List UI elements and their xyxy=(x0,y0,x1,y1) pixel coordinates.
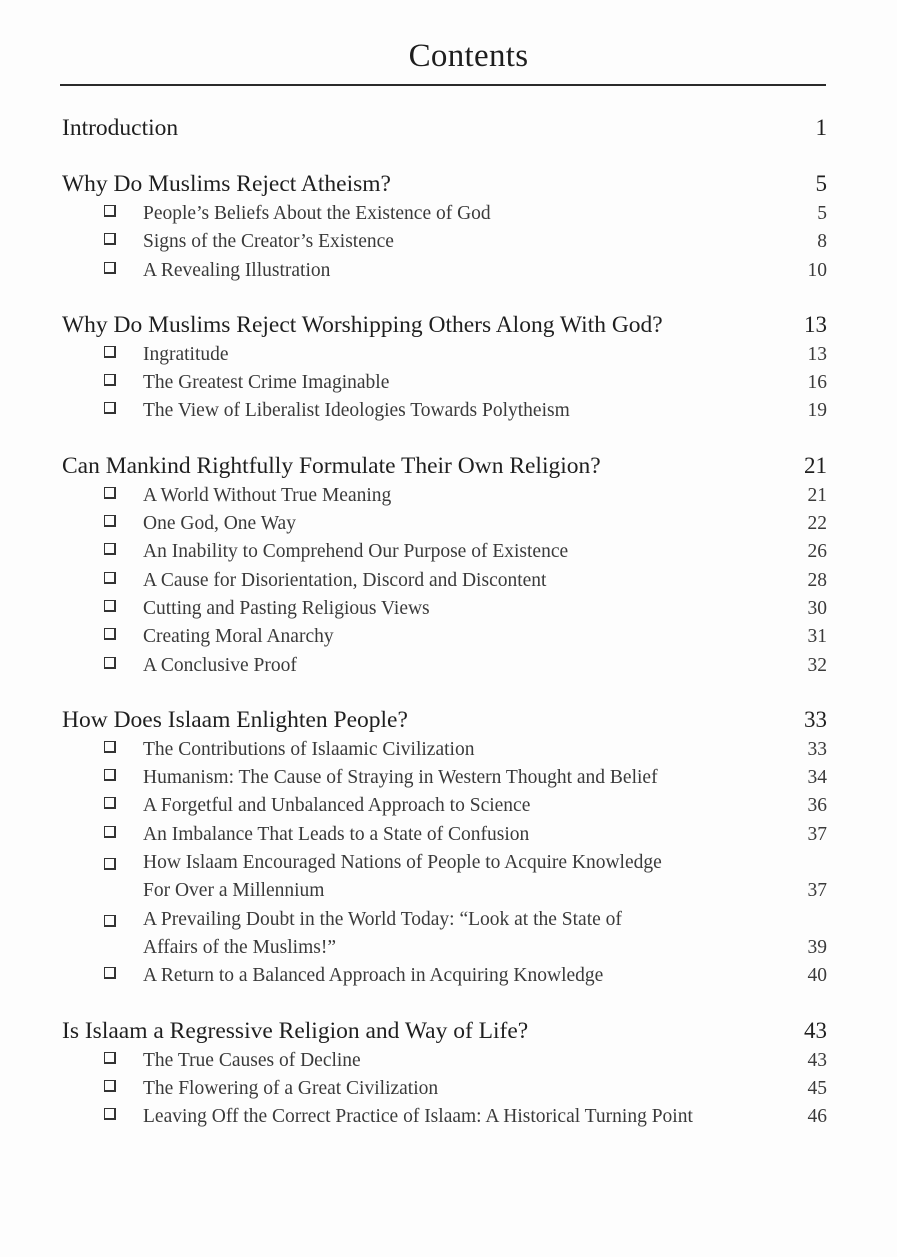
subsection-label xyxy=(62,482,391,510)
subsection-label xyxy=(62,510,296,538)
toc-subsection-entry[interactable] xyxy=(62,906,827,963)
subsection-title: The View of Liberalist Ideologies Towards Polytheism xyxy=(143,400,570,422)
subsection-title: The Greatest Crime Imaginable xyxy=(143,372,390,394)
page-number: 31 xyxy=(807,626,827,648)
subsection-label xyxy=(62,595,430,623)
subsection-label xyxy=(62,906,622,963)
subsection-label xyxy=(62,397,570,425)
page-number: 32 xyxy=(807,654,827,676)
checkbox-bullet-icon xyxy=(104,233,116,245)
table-of-contents xyxy=(62,112,827,1155)
subsection-title: An Imbalance That Leads to a State of Confusion xyxy=(143,823,530,845)
page-number: 5 xyxy=(815,171,827,196)
chapter-title: Why Do Muslims Reject Worshipping Others Along With God? xyxy=(62,311,663,338)
checkbox-bullet-icon xyxy=(104,741,116,753)
subsection-text xyxy=(143,228,394,256)
checkbox-bullet-icon xyxy=(104,1080,116,1092)
toc-subsection-entry[interactable] xyxy=(62,962,827,990)
subsection-text xyxy=(143,200,491,228)
page-number: 43 xyxy=(807,1049,827,1071)
checkbox-bullet-icon xyxy=(104,600,116,612)
page-number: 28 xyxy=(807,569,827,591)
checkbox-bullet-icon xyxy=(104,1108,116,1120)
toc-subsection-entry[interactable] xyxy=(62,369,827,397)
subsection-label xyxy=(62,567,546,595)
subsection-text xyxy=(143,849,662,906)
checkbox-bullet-icon xyxy=(104,515,116,527)
subsection-text xyxy=(143,397,570,425)
subsection-label xyxy=(62,228,394,256)
subsection-label xyxy=(62,821,529,849)
chapter-title: How Does Islaam Enlighten People? xyxy=(62,706,408,733)
page-number: 13 xyxy=(804,311,827,337)
subsection-label xyxy=(62,1047,361,1075)
toc-subsection-entry[interactable] xyxy=(62,652,827,680)
toc-subsection-entry[interactable] xyxy=(62,482,827,510)
toc-subsection-entry[interactable] xyxy=(62,567,827,595)
subsection-title-continued: For Over a Millennium xyxy=(143,880,325,902)
subsection-label xyxy=(62,538,568,566)
checkbox-bullet-icon xyxy=(104,543,116,555)
subsection-title: A Forgetful and Unbalanced Approach to Science xyxy=(143,795,531,817)
toc-section xyxy=(62,168,827,285)
subsection-label xyxy=(62,1075,438,1103)
checkbox-bullet-icon xyxy=(104,487,116,499)
subsection-label xyxy=(62,652,297,680)
toc-entry-introduction[interactable] xyxy=(62,112,827,144)
toc-section xyxy=(62,309,827,426)
page-number: 19 xyxy=(807,400,827,422)
subsection-text xyxy=(143,1075,438,1103)
subsection-label xyxy=(62,1103,693,1131)
subsection-text xyxy=(143,736,474,764)
subsection-text xyxy=(143,906,622,963)
page-number: 10 xyxy=(807,259,827,281)
page-number: 36 xyxy=(807,795,827,817)
toc-subsection-entry[interactable] xyxy=(62,538,827,566)
subsection-label xyxy=(62,736,474,764)
page-number: 33 xyxy=(807,738,827,760)
subsection-title: Creating Moral Anarchy xyxy=(143,626,334,648)
page-number: 1 xyxy=(815,115,827,140)
checkbox-bullet-icon xyxy=(104,915,116,927)
subsection-text xyxy=(143,764,658,792)
toc-chapter-entry[interactable] xyxy=(62,704,827,736)
subsection-label xyxy=(62,341,229,369)
subsection-text xyxy=(143,652,297,680)
page-number: 46 xyxy=(807,1106,827,1128)
page-number: 40 xyxy=(807,965,827,987)
subsection-title: Leaving Off the Correct Practice of Islaam: A Historical Turning Point xyxy=(143,1106,693,1128)
subsection-label xyxy=(62,369,389,397)
toc-subsection-entry[interactable] xyxy=(62,397,827,425)
subsection-title: An Inability to Comprehend Our Purpose of Existence xyxy=(143,541,569,563)
checkbox-bullet-icon xyxy=(104,262,116,274)
toc-subsection-entry[interactable] xyxy=(62,1103,827,1131)
page-number: 13 xyxy=(807,343,827,365)
subsection-title: A World Without True Meaning xyxy=(143,484,392,506)
checkbox-bullet-icon xyxy=(104,205,116,217)
page-number: 21 xyxy=(804,452,827,478)
page-number: 5 xyxy=(817,203,827,224)
page-number: 37 xyxy=(807,823,827,845)
page-number: 45 xyxy=(807,1077,827,1099)
subsection-text xyxy=(143,595,430,623)
chapter-title: Why Do Muslims Reject Atheism? xyxy=(62,171,391,197)
subsection-title: The True Causes of Decline xyxy=(143,1049,361,1071)
checkbox-bullet-icon xyxy=(104,826,116,838)
checkbox-bullet-icon xyxy=(104,346,116,358)
page-number: 43 xyxy=(804,1017,827,1043)
toc-subsection-entry[interactable] xyxy=(62,257,827,285)
title-rule xyxy=(60,84,826,86)
subsection-label xyxy=(62,200,491,228)
subsection-text xyxy=(143,1103,693,1131)
checkbox-bullet-icon xyxy=(104,572,116,584)
toc-subsection-entry[interactable] xyxy=(62,200,827,228)
page-title: Contents xyxy=(408,38,529,74)
toc-section xyxy=(62,1015,827,1132)
page-number: 8 xyxy=(817,231,827,253)
toc-subsection-entry[interactable] xyxy=(62,849,827,906)
checkbox-bullet-icon xyxy=(104,628,116,640)
subsection-title: A Prevailing Doubt in the World Today: “Look at the State of xyxy=(143,908,622,930)
subsection-text xyxy=(143,341,229,369)
subsection-text xyxy=(143,257,330,285)
toc-chapter-entry[interactable] xyxy=(62,1015,827,1047)
toc-subsection-entry[interactable] xyxy=(62,1075,827,1103)
subsection-text xyxy=(143,821,529,849)
toc-section xyxy=(62,704,827,991)
checkbox-bullet-icon xyxy=(104,797,116,809)
subsection-label xyxy=(62,257,330,285)
subsection-label xyxy=(62,623,334,651)
chapter-title: Is Islaam a Regressive Religion and Way of Life? xyxy=(62,1017,529,1044)
subsection-title: Signs of the Creator’s Existence xyxy=(143,231,394,253)
page-number: 30 xyxy=(807,597,827,619)
subsection-title: One God, One Way xyxy=(143,513,296,535)
subsection-title: How Islaam Encouraged Nations of People to Acquire Knowledge xyxy=(143,852,662,874)
page-number: 26 xyxy=(807,541,827,563)
subsection-label xyxy=(62,764,658,792)
subsection-text xyxy=(143,567,546,595)
subsection-text xyxy=(143,1047,361,1075)
checkbox-bullet-icon xyxy=(104,1052,116,1064)
subsection-title: The Contributions of Islaamic Civilization xyxy=(143,738,475,760)
chapter-title: Can Mankind Rightfully Formulate Their Own Religion? xyxy=(62,452,601,479)
page-number: 37 xyxy=(807,880,827,902)
subsection-title: The Flowering of a Great Civilization xyxy=(143,1077,439,1099)
subsection-title: Cutting and Pasting Religious Views xyxy=(143,597,430,619)
subsection-title: People’s Beliefs About the Existence of God xyxy=(143,203,491,224)
toc-section xyxy=(62,450,827,680)
toc-subsection-entry[interactable] xyxy=(62,228,827,256)
subsection-title: Ingratitude xyxy=(143,343,229,365)
subsection-title: A Conclusive Proof xyxy=(143,654,297,676)
checkbox-bullet-icon xyxy=(104,967,116,979)
page-number: 21 xyxy=(807,484,827,506)
subsection-text xyxy=(143,538,568,566)
toc-subsection-entry[interactable] xyxy=(62,736,827,764)
toc-chapter-entry[interactable] xyxy=(62,168,827,200)
page-number: 39 xyxy=(807,936,827,958)
subsection-label xyxy=(62,849,662,906)
checkbox-bullet-icon xyxy=(104,657,116,669)
page-number: 16 xyxy=(807,372,827,394)
toc-subsection-entry[interactable] xyxy=(62,1047,827,1075)
toc-subsection-entry[interactable] xyxy=(62,792,827,820)
subsection-title: Humanism: The Cause of Straying in Western Thought and Belief xyxy=(143,767,658,789)
subsection-text xyxy=(143,792,530,820)
page-number: 33 xyxy=(804,706,827,732)
page-number: 22 xyxy=(807,513,827,535)
subsection-title: A Return to a Balanced Approach in Acquiring Knowledge xyxy=(143,965,604,987)
subsection-text xyxy=(143,369,389,397)
subsection-label xyxy=(62,792,530,820)
page-number: 34 xyxy=(807,767,827,789)
checkbox-bullet-icon xyxy=(104,402,116,414)
toc-subsection-entry[interactable] xyxy=(62,341,827,369)
subsection-title-continued: Affairs of the Muslims!” xyxy=(143,936,336,958)
toc-sections xyxy=(62,168,827,1131)
subsection-label xyxy=(62,962,603,990)
subsection-text xyxy=(143,962,603,990)
toc-subsection-entry[interactable] xyxy=(62,595,827,623)
toc-chapter-entry[interactable] xyxy=(62,450,827,482)
subsection-title: A Revealing Illustration xyxy=(143,259,331,281)
subsection-text xyxy=(143,623,334,651)
checkbox-bullet-icon xyxy=(104,858,116,870)
checkbox-bullet-icon xyxy=(104,769,116,781)
subsection-title: A Cause for Disorientation, Discord and Discontent xyxy=(143,569,547,591)
subsection-text xyxy=(143,482,391,510)
toc-chapter-entry[interactable] xyxy=(62,309,827,341)
toc-subsection-entry[interactable] xyxy=(62,623,827,651)
toc-subsection-entry[interactable] xyxy=(62,764,827,792)
toc-subsection-entry[interactable] xyxy=(62,821,827,849)
chapter-title: Introduction xyxy=(62,115,179,141)
toc-subsection-entry[interactable] xyxy=(62,510,827,538)
subsection-text xyxy=(143,510,296,538)
checkbox-bullet-icon xyxy=(104,374,116,386)
